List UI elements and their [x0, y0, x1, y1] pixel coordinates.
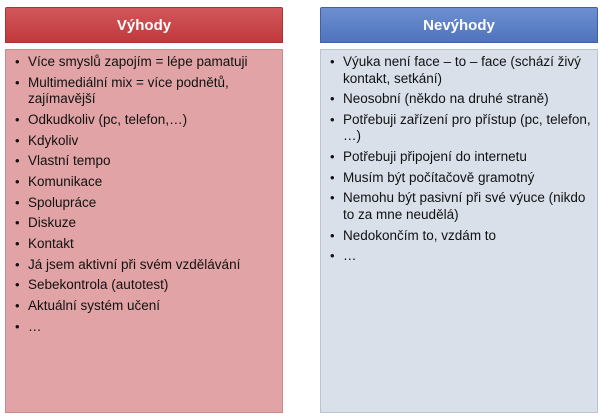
bullet-icon: • [15, 54, 20, 69]
list-item: • Aktuální systém učení [15, 298, 161, 314]
bullet-icon: • [330, 149, 335, 165]
list-item: • Multimediální mix = více podnětů, zajímavější [15, 74, 229, 107]
advantages-title: Výhody [116, 16, 172, 34]
bullet-icon: • [15, 277, 20, 293]
list-item: • Výuka není face – to – face (schází živý kontakt, setkání) [330, 54, 581, 86]
disadvantages-list-box [320, 49, 598, 413]
bullet-icon: • [15, 236, 20, 251]
list-item: • … [15, 318, 42, 334]
bullet-icon: • [15, 111, 20, 127]
list-item: • Více smyslů zapojím = lépe pamatuji [15, 54, 248, 69]
list-item: • Neosobní (někdo na druhé straně) [330, 91, 549, 107]
list-item: • Potřebuji připojení do internetu [330, 149, 527, 165]
list-item: • Nedokončím to, vzdám to [330, 227, 497, 243]
list-item: • Potřebuji zařízení pro přístup (pc, telefon, …) [330, 111, 591, 144]
bullet-icon: • [15, 215, 20, 231]
bullet-icon: • [15, 194, 20, 210]
bullet-icon: • [15, 298, 20, 314]
disadvantages-header [320, 7, 598, 43]
bullet-icon: • [330, 91, 335, 107]
list-item: • Komunikace [15, 173, 103, 189]
bullet-icon: • [330, 169, 335, 185]
bullet-icon: • [15, 153, 20, 169]
list-item: • Odkudkoliv (pc, telefon,…) [15, 111, 188, 127]
bullet-icon: • [330, 54, 335, 69]
list-item: • Kdykoliv [15, 132, 79, 148]
list-item: • … [330, 248, 357, 264]
bullet-icon: • [330, 248, 335, 264]
list-item: • Sebekontrola (autotest) [15, 277, 169, 293]
bullet-icon: • [15, 173, 20, 189]
bullet-icon: • [15, 74, 20, 90]
advantages-list [14, 54, 276, 335]
list-item: • Diskuze [15, 215, 77, 231]
advantages-list-box [5, 49, 283, 413]
bullet-icon: • [15, 256, 20, 272]
advantages-header [5, 7, 283, 43]
disadvantages-panel [320, 7, 598, 413]
bullet-icon: • [330, 227, 335, 243]
bullet-icon: • [330, 190, 335, 206]
disadvantages-list [329, 54, 591, 265]
list-item: • Spolupráce [15, 194, 97, 210]
list-item: • Musím být počítačově gramotný [330, 169, 535, 185]
bullet-icon: • [15, 318, 20, 334]
bullet-icon: • [330, 111, 335, 127]
bullet-icon: • [15, 132, 20, 148]
advantages-panel [5, 7, 283, 413]
list-item: • Vlastní tempo [15, 153, 111, 169]
list-item: • Já jsem aktivní při svém vzdělávání [15, 256, 241, 272]
disadvantages-title: Nevýhody [423, 16, 495, 34]
list-item: • Nemohu být pasivní při své výuce (nikdo to za mne neudělá) [330, 190, 586, 222]
list-item: • Kontakt [15, 236, 74, 251]
